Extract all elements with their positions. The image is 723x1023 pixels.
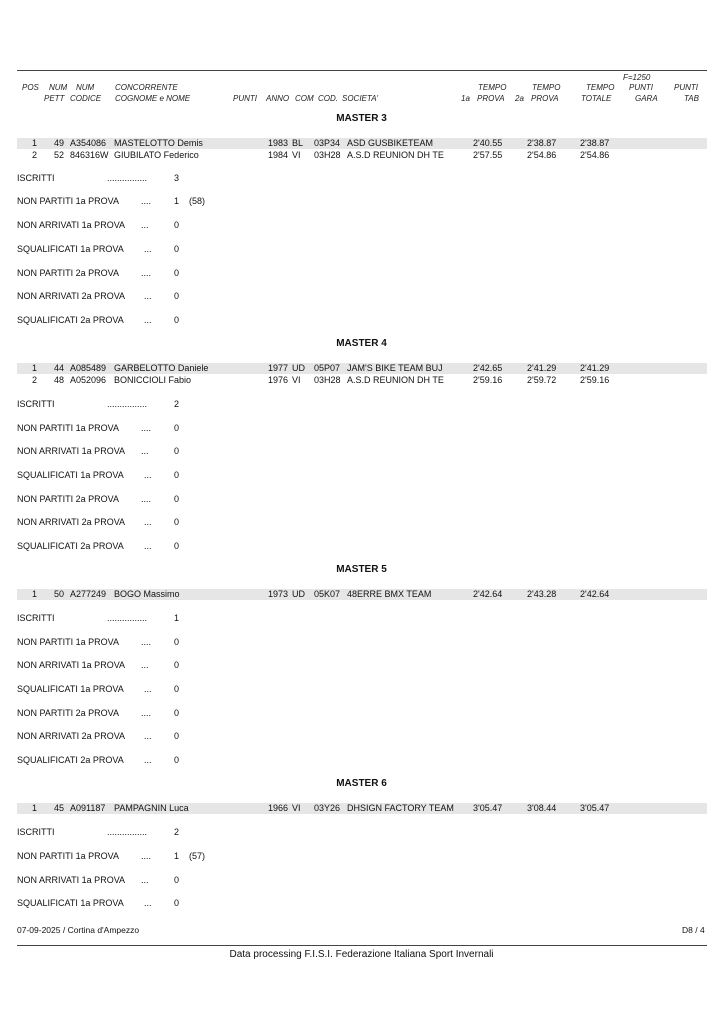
stat-label: NON ARRIVATI 2a PROVA bbox=[17, 291, 126, 301]
header-pos: POS bbox=[22, 83, 39, 92]
stat-value: 1 bbox=[174, 851, 180, 861]
footer-rule bbox=[17, 945, 707, 946]
header-tab: TAB bbox=[684, 94, 699, 103]
stat-label: NON ARRIVATI 1a PROVA bbox=[17, 875, 126, 885]
header-concorrente: CONCORRENTE bbox=[115, 83, 178, 92]
cell-pos: 2 bbox=[32, 150, 38, 160]
stat-value: 0 bbox=[174, 898, 180, 908]
cell-pett: 49 bbox=[54, 138, 65, 148]
cell-code: A085489 bbox=[70, 363, 107, 373]
cell-anno: 1973 bbox=[268, 589, 289, 599]
stat-value: 0 bbox=[174, 517, 180, 527]
cell-pett: 50 bbox=[54, 589, 65, 599]
cell-name: BOGO Massimo bbox=[114, 589, 180, 599]
stat-value: 0 bbox=[174, 315, 180, 325]
header-2a: 2a bbox=[515, 94, 524, 103]
cell-pos: 1 bbox=[32, 589, 38, 599]
stat-dots: ... bbox=[141, 875, 149, 885]
stat-dots: .... bbox=[141, 637, 152, 647]
stat-value: 0 bbox=[174, 708, 180, 718]
stat-label: ISCRITTI bbox=[17, 827, 55, 837]
header-tempo-total: TEMPO bbox=[586, 83, 615, 92]
cell-com: VI bbox=[292, 375, 301, 385]
stat-dots: ... bbox=[144, 731, 152, 741]
stat-value: 0 bbox=[174, 470, 180, 480]
cell-anno: 1984 bbox=[268, 150, 289, 160]
stat-dots: ... bbox=[144, 244, 152, 254]
stat-value: 0 bbox=[174, 660, 180, 670]
cell-societa: A.S.D REUNION DH TE bbox=[347, 150, 444, 160]
stat-dots: .... bbox=[141, 494, 152, 504]
cell-code: A052096 bbox=[70, 375, 107, 385]
cell-time-2: 2'59.72 bbox=[527, 375, 557, 385]
cell-anno: 1976 bbox=[268, 375, 289, 385]
stat-value: 0 bbox=[174, 637, 180, 647]
top-rule bbox=[17, 70, 707, 71]
stat-dots: ... bbox=[144, 755, 152, 765]
header-totale: TOTALE bbox=[581, 94, 612, 103]
category-title: MASTER 6 bbox=[336, 778, 387, 789]
stat-dots: ... bbox=[144, 517, 152, 527]
stat-dots: ... bbox=[141, 660, 149, 670]
cell-name: PAMPAGNIN Luca bbox=[114, 803, 189, 813]
stat-label: SQUALIFICATI 2a PROVA bbox=[17, 541, 124, 551]
category-title: MASTER 3 bbox=[336, 113, 387, 124]
stat-dots: ... bbox=[144, 541, 152, 551]
cell-time-total: 2'41.29 bbox=[580, 363, 610, 373]
stat-dots: ... bbox=[144, 470, 152, 480]
stat-dots: .... bbox=[141, 851, 152, 861]
header-com: COM bbox=[295, 94, 314, 103]
stat-label: SQUALIFICATI 1a PROVA bbox=[17, 898, 124, 908]
stat-label: ISCRITTI bbox=[17, 613, 55, 623]
cell-pos: 1 bbox=[32, 363, 38, 373]
cell-societa: JAM'S BIKE TEAM BUJ bbox=[347, 363, 443, 373]
stat-label: NON ARRIVATI 2a PROVA bbox=[17, 517, 126, 527]
cell-cod: 05K07 bbox=[314, 589, 341, 599]
cell-com: UD bbox=[292, 363, 305, 373]
stat-label: NON PARTITI 1a PROVA bbox=[17, 196, 120, 206]
header-f-value: F=1250 bbox=[623, 73, 651, 82]
cell-code: A091187 bbox=[70, 803, 106, 813]
cell-pos: 1 bbox=[32, 803, 38, 813]
cell-cod: 03H28 bbox=[314, 150, 341, 160]
cell-com: VI bbox=[292, 150, 301, 160]
cell-name: GIUBILATO Federico bbox=[114, 150, 199, 160]
stat-dots: .... bbox=[141, 423, 152, 433]
footer-credit: Data processing F.I.S.I. Federazione Italiana Sport Invernali bbox=[229, 949, 494, 960]
header-pett: PETT bbox=[44, 94, 65, 103]
stat-dots: ... bbox=[144, 291, 152, 301]
cell-cod: 05P07 bbox=[314, 363, 341, 373]
cell-pett: 48 bbox=[54, 375, 65, 385]
stat-label: NON ARRIVATI 2a PROVA bbox=[17, 731, 126, 741]
footer-page-number: D8 / 4 bbox=[682, 925, 705, 935]
cell-cod: 03Y26 bbox=[314, 803, 341, 813]
header-punti-gara: PUNTI bbox=[629, 83, 653, 92]
stat-value: 0 bbox=[174, 755, 180, 765]
stat-value: 0 bbox=[174, 541, 180, 551]
stat-value: 0 bbox=[174, 684, 180, 694]
stat-value: 0 bbox=[174, 268, 180, 278]
cell-time-total: 2'42.64 bbox=[580, 589, 610, 599]
header-tempo-1: TEMPO bbox=[478, 83, 507, 92]
stat-value: 0 bbox=[174, 875, 180, 885]
header-societa: SOCIETA' bbox=[342, 94, 379, 103]
cell-societa: ASD GUSBIKETEAM bbox=[347, 138, 434, 148]
stat-label: NON PARTITI 2a PROVA bbox=[17, 494, 120, 504]
stat-dots: ................ bbox=[107, 399, 148, 409]
stat-dots: ... bbox=[141, 220, 149, 230]
cell-name: BONICCIOLI Fabio bbox=[114, 375, 192, 385]
stat-label: NON PARTITI 2a PROVA bbox=[17, 268, 120, 278]
stat-dots: .... bbox=[141, 268, 152, 278]
cell-pett: 44 bbox=[54, 363, 65, 373]
stat-value: 1 bbox=[174, 613, 180, 623]
header-anno: ANNO bbox=[266, 94, 290, 103]
stat-dots: .... bbox=[141, 708, 152, 718]
stat-label: ISCRITTI bbox=[17, 399, 55, 409]
header-num-2: NUM bbox=[76, 83, 95, 92]
cell-time-1: 2'57.55 bbox=[473, 150, 503, 160]
header-codice: CODICE bbox=[70, 94, 102, 103]
cell-time-1: 2'42.65 bbox=[473, 363, 503, 373]
stat-value: 0 bbox=[174, 291, 180, 301]
header-num: NUM bbox=[49, 83, 68, 92]
stat-label: NON ARRIVATI 1a PROVA bbox=[17, 660, 126, 670]
stat-label: NON ARRIVATI 1a PROVA bbox=[17, 446, 126, 456]
category-title: MASTER 5 bbox=[336, 564, 387, 575]
stat-dots: ... bbox=[144, 898, 152, 908]
cell-time-1: 2'40.55 bbox=[473, 138, 503, 148]
stat-label: SQUALIFICATI 2a PROVA bbox=[17, 315, 124, 325]
header-prova-2: PROVA bbox=[531, 94, 559, 103]
cell-anno: 1977 bbox=[268, 363, 289, 373]
cell-code: A354086 bbox=[70, 138, 107, 148]
stat-extra: (57) bbox=[189, 851, 206, 861]
stat-label: NON PARTITI 1a PROVA bbox=[17, 423, 120, 433]
header-cognome-nome: COGNOME e NOME bbox=[115, 94, 191, 103]
stat-dots: ................ bbox=[107, 613, 148, 623]
stat-value: 0 bbox=[174, 494, 180, 504]
stat-value: 2 bbox=[174, 399, 180, 409]
stat-label: ISCRITTI bbox=[17, 173, 55, 183]
header-punti-tab: PUNTI bbox=[674, 83, 698, 92]
cell-time-1: 3'05.47 bbox=[473, 803, 503, 813]
stat-dots: ................ bbox=[107, 827, 148, 837]
cell-com: UD bbox=[292, 589, 305, 599]
cell-societa: 48ERRE BMX TEAM bbox=[347, 589, 432, 599]
stat-label: NON PARTITI 1a PROVA bbox=[17, 851, 120, 861]
cell-pett: 45 bbox=[54, 803, 65, 813]
stat-value: 0 bbox=[174, 731, 180, 741]
stat-label: SQUALIFICATI 1a PROVA bbox=[17, 470, 124, 480]
stat-label: NON PARTITI 1a PROVA bbox=[17, 637, 120, 647]
cell-time-2: 2'38.87 bbox=[527, 138, 557, 148]
stat-label: NON ARRIVATI 1a PROVA bbox=[17, 220, 126, 230]
cell-code: 846316W bbox=[70, 150, 109, 160]
cell-time-1: 2'59.16 bbox=[473, 375, 503, 385]
cell-pos: 1 bbox=[32, 138, 38, 148]
header-punti: PUNTI bbox=[233, 94, 257, 103]
cell-societa: DHSIGN FACTORY TEAM bbox=[347, 803, 454, 813]
cell-anno: 1966 bbox=[268, 803, 289, 813]
footer-date-place: 07-09-2025 / Cortina d'Ampezzo bbox=[17, 925, 140, 935]
cell-com: BL bbox=[292, 138, 304, 148]
stat-dots: ... bbox=[144, 684, 152, 694]
cell-time-total: 2'59.16 bbox=[580, 375, 610, 385]
cell-time-2: 3'08.44 bbox=[527, 803, 557, 813]
stat-value: 0 bbox=[174, 446, 180, 456]
cell-time-total: 3'05.47 bbox=[580, 803, 610, 813]
stat-value: 2 bbox=[174, 827, 180, 837]
cell-time-1: 2'42.64 bbox=[473, 589, 503, 599]
stat-value: 1 bbox=[174, 196, 180, 206]
header-cod: COD. bbox=[318, 94, 338, 103]
cell-com: VI bbox=[292, 803, 301, 813]
cell-time-2: 2'54.86 bbox=[527, 150, 557, 160]
stat-extra: (58) bbox=[189, 196, 206, 206]
header-prova-1: PROVA bbox=[477, 94, 505, 103]
category-title: MASTER 4 bbox=[336, 338, 387, 349]
stat-dots: .... bbox=[141, 196, 152, 206]
stat-dots: ... bbox=[141, 446, 149, 456]
stat-label: SQUALIFICATI 2a PROVA bbox=[17, 755, 124, 765]
stat-dots: ... bbox=[144, 315, 152, 325]
stat-label: NON PARTITI 2a PROVA bbox=[17, 708, 120, 718]
cell-anno: 1983 bbox=[268, 138, 289, 148]
header-1a: 1a bbox=[461, 94, 470, 103]
cell-cod: 03P34 bbox=[314, 138, 341, 148]
stat-dots: ................ bbox=[107, 173, 148, 183]
cell-cod: 03H28 bbox=[314, 375, 341, 385]
cell-societa: A.S.D REUNION DH TE bbox=[347, 375, 444, 385]
cell-pos: 2 bbox=[32, 375, 38, 385]
stat-value: 0 bbox=[174, 220, 180, 230]
cell-name: GARBELOTTO Daniele bbox=[114, 363, 209, 373]
stat-value: 0 bbox=[174, 423, 180, 433]
header-gara: GARA bbox=[635, 94, 658, 103]
stat-value: 3 bbox=[174, 173, 180, 183]
cell-time-2: 2'43.28 bbox=[527, 589, 557, 599]
stat-label: SQUALIFICATI 1a PROVA bbox=[17, 244, 124, 254]
cell-pett: 52 bbox=[54, 150, 65, 160]
cell-name: MASTELOTTO Demis bbox=[114, 138, 203, 148]
cell-time-total: 2'54.86 bbox=[580, 150, 610, 160]
cell-time-2: 2'41.29 bbox=[527, 363, 557, 373]
cell-code: A277249 bbox=[70, 589, 107, 599]
stat-value: 0 bbox=[174, 244, 180, 254]
cell-time-total: 2'38.87 bbox=[580, 138, 610, 148]
stat-label: SQUALIFICATI 1a PROVA bbox=[17, 684, 124, 694]
header-tempo-2: TEMPO bbox=[532, 83, 561, 92]
